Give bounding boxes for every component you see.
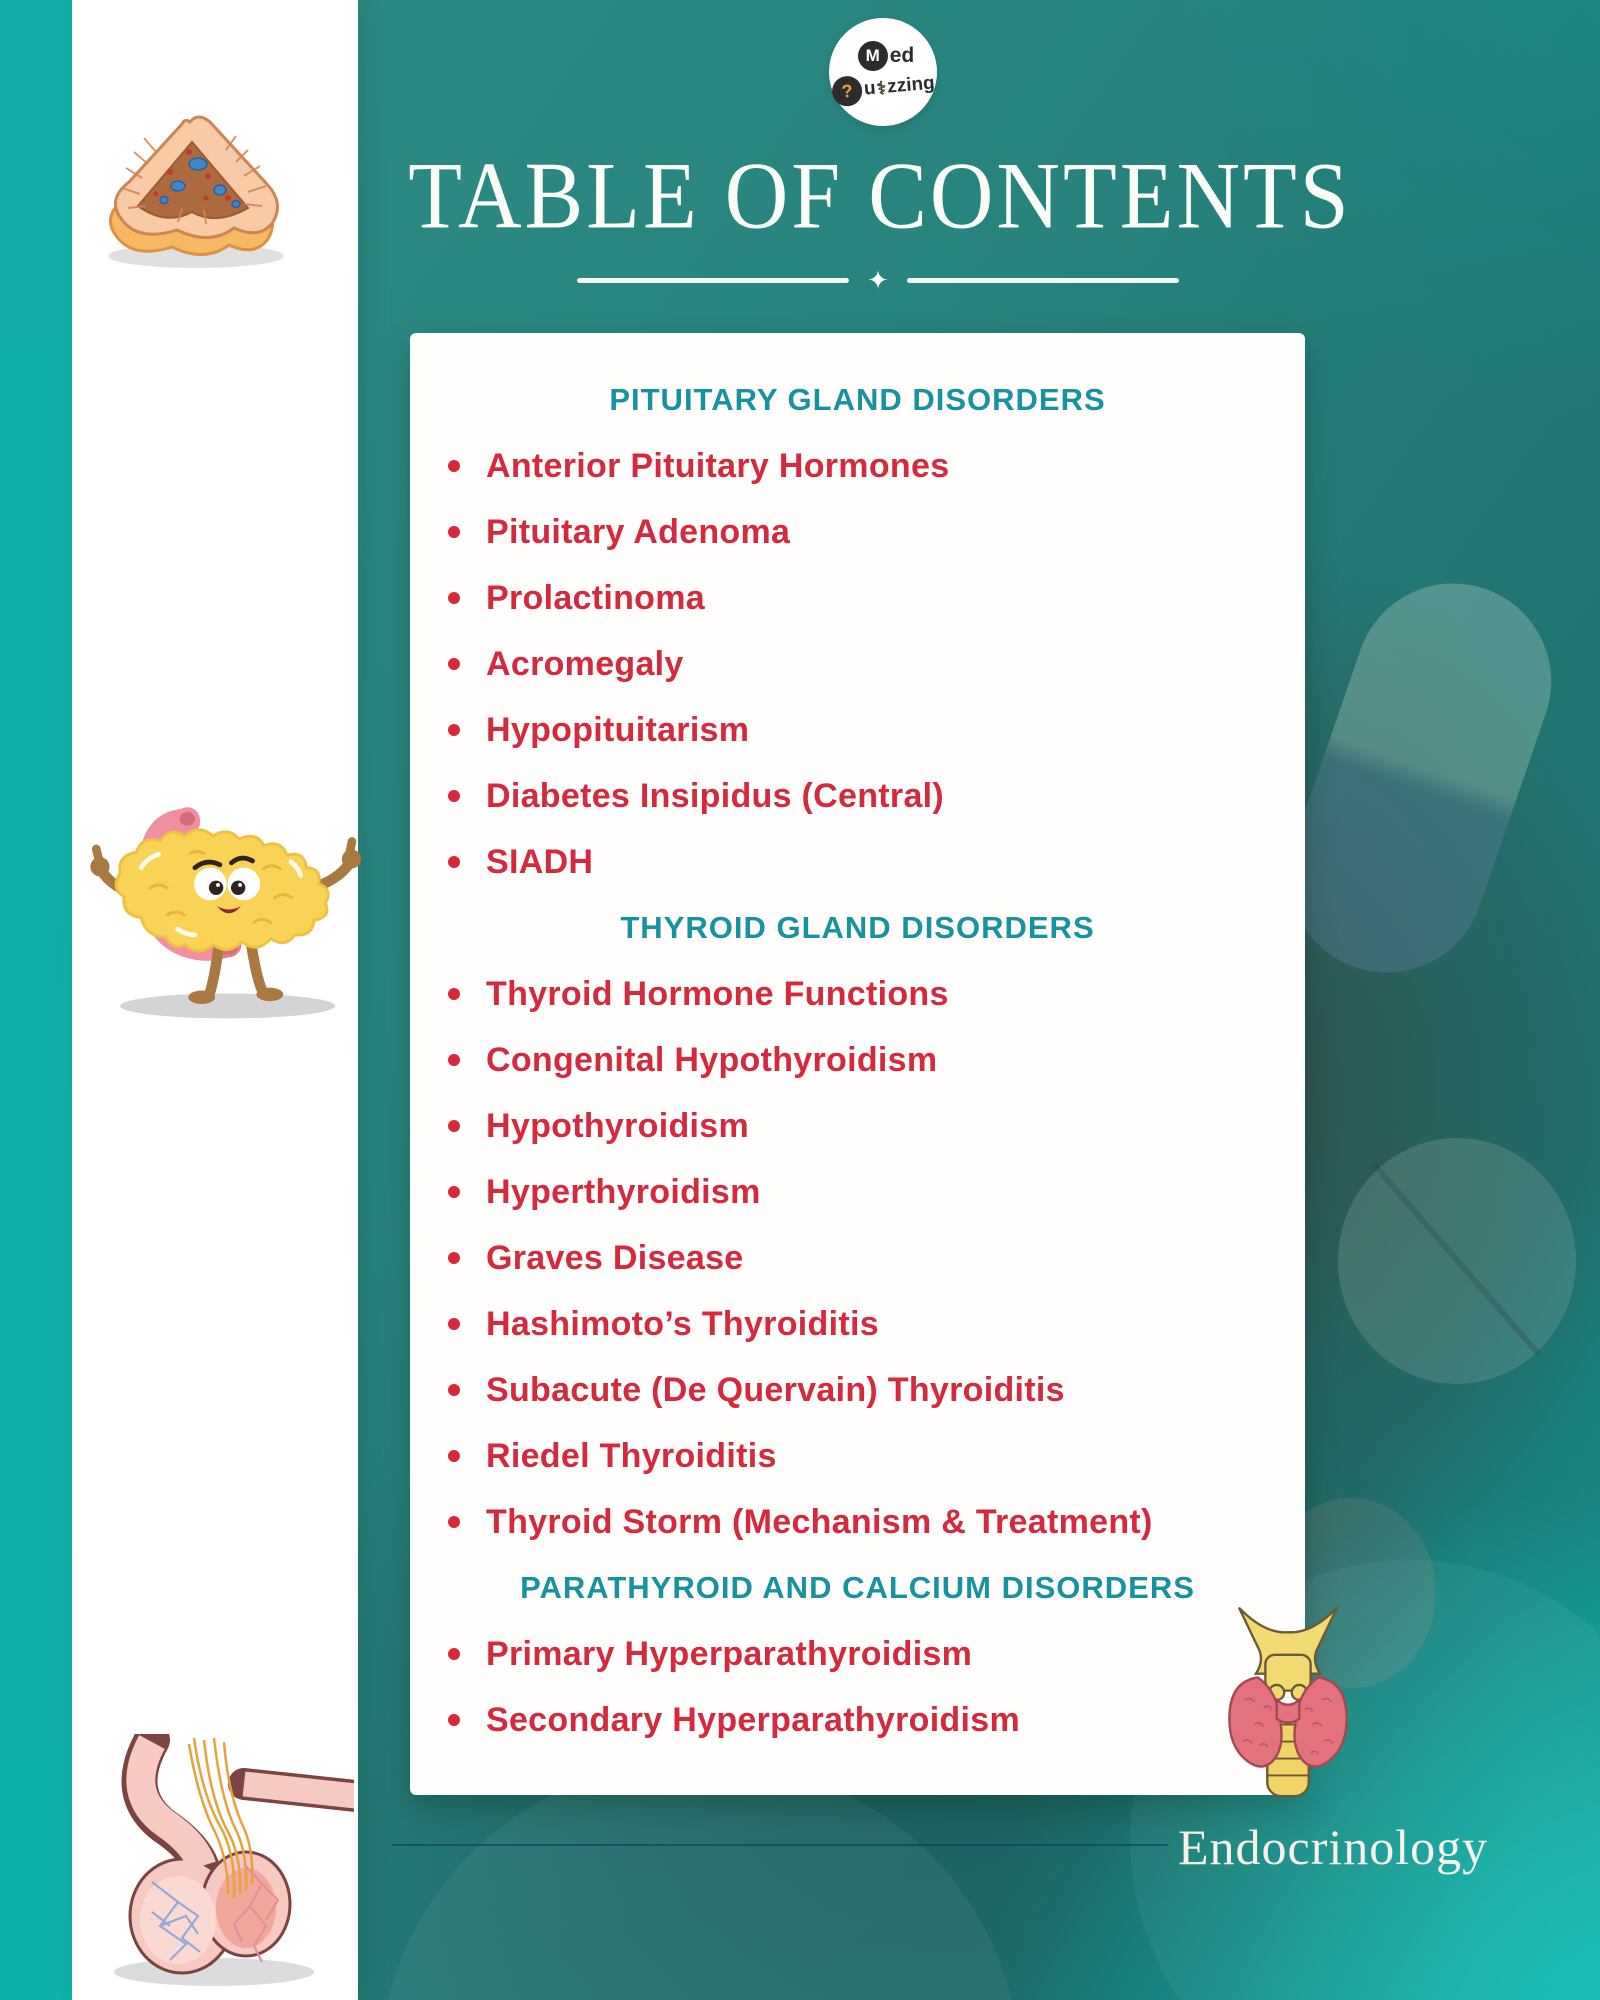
toc-item bbox=[410, 1291, 1305, 1357]
toc-item bbox=[410, 631, 1305, 697]
medquizzing-logo bbox=[829, 18, 937, 126]
toc-item-label: Graves Disease bbox=[486, 1238, 744, 1277]
toc-item-label: Hashimoto’s Thyroiditis bbox=[486, 1304, 879, 1343]
toc-item bbox=[410, 961, 1305, 1027]
bullet-icon bbox=[448, 460, 460, 472]
thyroid-gland-illustration bbox=[1222, 1600, 1354, 1802]
logo-line-quizzing bbox=[830, 69, 935, 108]
toc-item bbox=[410, 1357, 1305, 1423]
toc-item-label: Secondary Hyperparathyroidism bbox=[486, 1700, 1020, 1739]
toc-item-label: Acromegaly bbox=[486, 644, 684, 683]
bullet-icon bbox=[448, 1318, 460, 1330]
footer-divider-line bbox=[392, 1844, 1168, 1846]
round-tablet-illustration bbox=[1338, 1138, 1576, 1384]
logo-line-med bbox=[858, 41, 915, 71]
toc-item-label: Congenital Hypothyroidism bbox=[486, 1040, 938, 1079]
bullet-icon bbox=[448, 790, 460, 802]
bullet-icon bbox=[448, 1120, 460, 1132]
pancreas-mascot-illustration bbox=[74, 792, 362, 1024]
toc-item-label: Anterior Pituitary Hormones bbox=[486, 446, 950, 485]
section-heading-parathyroid: PARATHYROID AND CALCIUM DISORDERS bbox=[520, 1570, 1195, 1605]
toc-item bbox=[410, 499, 1305, 565]
logo-m-badge: M bbox=[858, 41, 888, 71]
bullet-icon bbox=[448, 526, 460, 538]
bullet-icon bbox=[448, 1450, 460, 1462]
section-heading-pituitary: PITUITARY GLAND DISORDERS bbox=[609, 382, 1106, 417]
bullet-icon bbox=[448, 1714, 460, 1726]
toc-item-label: Subacute (De Quervain) Thyroiditis bbox=[486, 1370, 1065, 1409]
bullet-icon bbox=[448, 1252, 460, 1264]
footer-subject-label: Endocrinology bbox=[1178, 1819, 1489, 1875]
toc-card bbox=[410, 333, 1305, 1795]
bullet-icon bbox=[448, 1648, 460, 1660]
bullet-icon bbox=[448, 658, 460, 670]
toc-item-label: Pituitary Adenoma bbox=[486, 512, 791, 551]
toc-item bbox=[410, 1159, 1305, 1225]
toc-item-label: Thyroid Storm (Mechanism & Treatment) bbox=[486, 1502, 1153, 1541]
toc-item-label: Prolactinoma bbox=[486, 578, 705, 617]
capsule-pill-illustration bbox=[1262, 557, 1578, 999]
section-heading-thyroid: THYROID GLAND DISORDERS bbox=[620, 910, 1095, 945]
toc-item-label: Hypothyroidism bbox=[486, 1106, 750, 1145]
bullet-icon bbox=[448, 1054, 460, 1066]
logo-u-text: u bbox=[862, 77, 877, 100]
bullet-icon bbox=[448, 856, 460, 868]
pituitary-gland-illustration bbox=[94, 1734, 354, 1994]
toc-item bbox=[410, 565, 1305, 631]
toc-item-label: SIADH bbox=[486, 842, 594, 881]
toc-item-label: Primary Hyperparathyroidism bbox=[486, 1634, 973, 1673]
logo-zzing-text: zzing bbox=[885, 72, 936, 98]
divider-line-right bbox=[907, 278, 1179, 283]
toc-item bbox=[410, 1225, 1305, 1291]
toc-item bbox=[410, 1093, 1305, 1159]
toc-item bbox=[410, 1423, 1305, 1489]
toc-item bbox=[410, 1621, 1305, 1687]
toc-item bbox=[410, 697, 1305, 763]
bullet-icon bbox=[448, 988, 460, 1000]
toc-item bbox=[410, 433, 1305, 499]
caduceus-icon: ⚕ bbox=[875, 77, 887, 99]
left-accent-bar bbox=[0, 0, 72, 2000]
toc-item-label: Hyperthyroidism bbox=[486, 1172, 761, 1211]
toc-item-label: Hypopituitarism bbox=[486, 710, 750, 749]
toc-item bbox=[410, 1027, 1305, 1093]
bullet-icon bbox=[448, 1384, 460, 1396]
pancreas-cross-section-illustration bbox=[86, 104, 306, 274]
page-title: TABLE OF CONTENTS bbox=[408, 144, 1352, 249]
bullet-icon bbox=[448, 1186, 460, 1198]
faint-tablet-shape bbox=[380, 1760, 1020, 2000]
toc-item-label: Riedel Thyroiditis bbox=[486, 1436, 777, 1475]
tablet-score-line bbox=[1371, 1162, 1541, 1356]
toc-item-label: Diabetes Insipidus (Central) bbox=[486, 776, 945, 815]
toc-item bbox=[410, 1489, 1305, 1555]
bullet-icon bbox=[448, 592, 460, 604]
logo-q-badge: ? bbox=[830, 75, 863, 108]
divider-line-left bbox=[577, 278, 849, 283]
toc-item bbox=[410, 763, 1305, 829]
logo-med-text: ed bbox=[889, 44, 915, 67]
diamond-icon: ✦ bbox=[867, 265, 889, 295]
bullet-icon bbox=[448, 1516, 460, 1528]
toc-item bbox=[410, 829, 1305, 895]
toc-item-label: Thyroid Hormone Functions bbox=[486, 974, 949, 1013]
bullet-icon bbox=[448, 724, 460, 736]
toc-item bbox=[410, 1687, 1305, 1753]
title-divider bbox=[558, 266, 1198, 294]
